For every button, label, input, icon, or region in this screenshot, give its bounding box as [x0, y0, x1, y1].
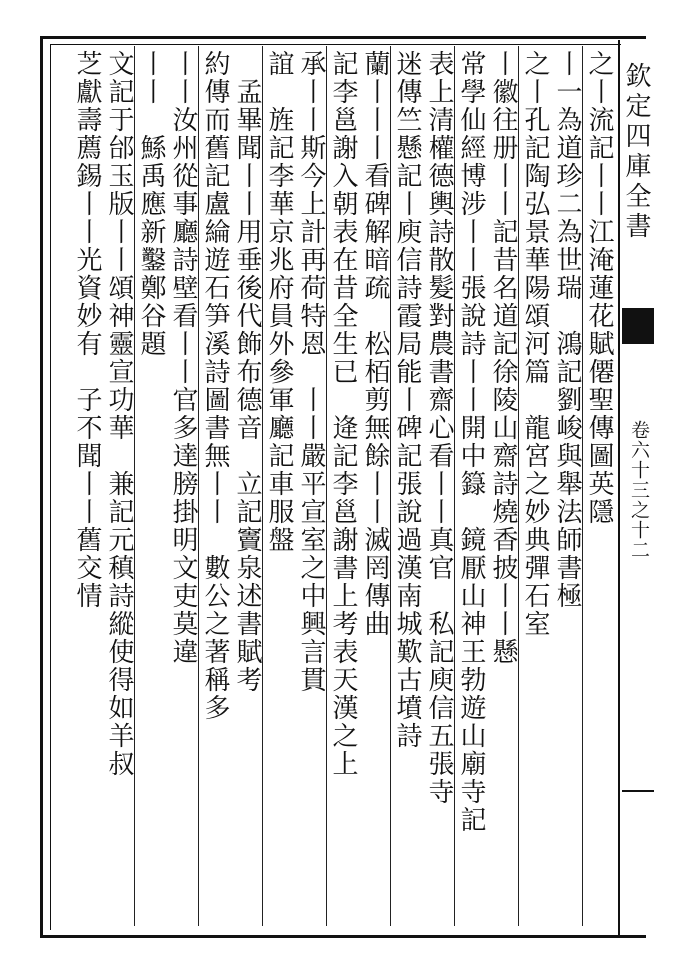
text-column-2: 丨一為道珍二為世瑞 鴻記劉峻與舉法師書極: [552, 50, 582, 610]
column-divider: [454, 46, 455, 926]
text-column-8: 蘭丨丨丨看碑解暗疏 松栢剪無餘丨丨滅罔傳曲: [360, 50, 390, 638]
text-column-11: 誼 旌記李華京兆府員外參軍廳記車服盤: [264, 50, 294, 554]
column-divider: [518, 46, 519, 926]
column-divider: [326, 46, 327, 926]
column-divider: [134, 46, 135, 926]
margin-book-title: 欽定四庫全書: [621, 62, 651, 242]
text-column-6: 表上清權德輿詩散髮對農書齋心看丨丨真官 私記庾信五張寺: [424, 50, 454, 806]
column-divider: [390, 46, 391, 926]
margin-volume-number: 卷六十三之十二: [628, 420, 650, 560]
text-column-1: 之丨流記丨丨江淹蓮花賦僊聖傳圖英隱: [584, 50, 614, 526]
fish-tail-mark: [622, 308, 654, 344]
text-column-16: 文記于邰玉版丨丨頌神靈宣功華 兼記元稹詩縱使得如羊叔: [104, 50, 134, 778]
column-divider: [582, 46, 583, 926]
text-column-3: 之丨孔記陶弘景華陽頌河篇 龍宮之妙典彈石室: [520, 50, 550, 638]
column-divider: [198, 46, 199, 926]
text-column-15: 丨丨 鯀禹應新鑿鄭谷題: [136, 50, 166, 358]
text-column-14: 丨丨汝州從事廳詩壁看丨丨官多達膀掛明文吏莫違: [168, 50, 198, 666]
margin-rule: [622, 790, 654, 792]
text-column-17: 芝獻壽薦錫丨丨光資妙有 子不聞丨丨舊交情: [72, 50, 102, 610]
text-column-12: 孟畢聞丨丨用垂後代飾布德音 立記竇泉述書賦考: [232, 50, 262, 694]
text-column-7: 迷傳竺懸記丨庾信詩霞局能丨碑記張說過漢南城歎古墳詩: [392, 50, 422, 750]
column-divider: [262, 46, 263, 926]
text-column-10: 承丨丨斯今上計再荷特恩 丨丨嚴平宣室之中興言貫: [296, 50, 326, 694]
text-column-9: 記李邕謝入朝表在昔全生已 逄記李邕謝書上考表天漢之上: [328, 50, 358, 778]
text-column-13: 約傳而舊記盧綸遊石笋溪詩圖書無丨丨 數公之著稱多: [200, 50, 230, 722]
text-column-5: 常學仙經博涉丨丨張說詩丨丨開中籙 鏡厭山神王勃遊山廟寺記: [456, 50, 486, 834]
text-column-4: 丨徽往册丨丨記昔名道記徐陵山齋詩燒香披丨丨懸: [488, 50, 518, 666]
